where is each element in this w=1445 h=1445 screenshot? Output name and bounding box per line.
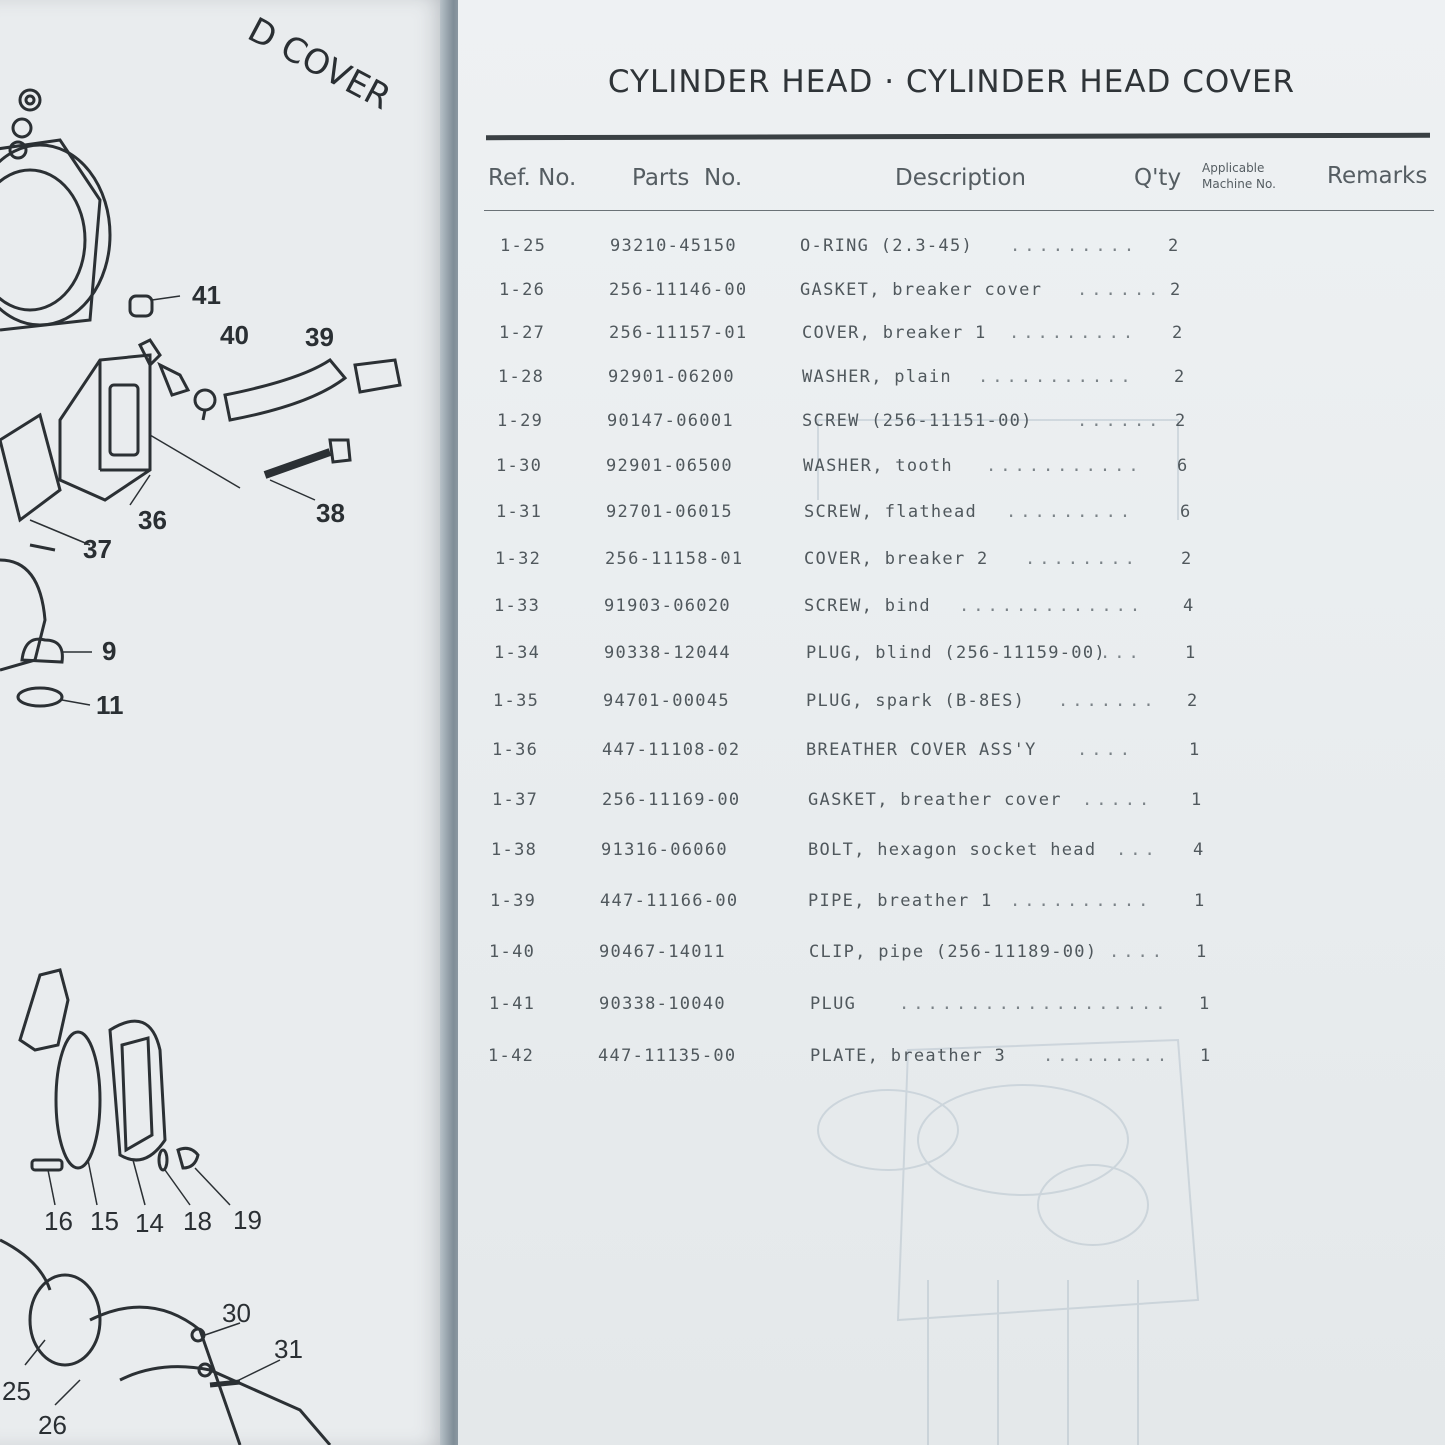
page-title: CYLINDER HEAD · CYLINDER HEAD COVER [607, 64, 1296, 100]
callout-14: 14 [135, 1208, 164, 1238]
callout-37: 37 [83, 534, 112, 564]
callout-41: 41 [192, 280, 221, 310]
callout-31: 31 [274, 1334, 303, 1364]
col-header-applicable-machine: Applicable Machine No. [1202, 161, 1276, 191]
callout-18: 18 [183, 1206, 212, 1236]
callout-30: 30 [222, 1298, 251, 1328]
col-header-qty: Q'ty [1134, 165, 1182, 191]
callout-16: 16 [44, 1206, 73, 1236]
callout-15: 15 [90, 1206, 119, 1236]
right-page-parts-list: CYLINDER HEAD · CYLINDER HEAD COVER Ref. No. Parts No. Description Q'ty Applicable Machine No. Remarks 1-25 93210-45150 O-RING (2.3-45) ......... 2 1-26 256-11146-00 GASKET, breaker cover ...... 2 1-27 256-11157-01 COVER, breaker 1 ......... 2 1-28 92901-06200 WASHER, plain ........... 2 1-29 90147-06001 SCREW (256-11151-00) ...... 2 1-30 92901-06500 WASHER, tooth ........... 6 1-31 92701-06015 SCREW, flathead ......... 6 1-32 256-11158-01 COVER, breaker 2 ........ 2 1-33 91903-06020 SCREW, bind ............. 4 1-34 90338-12044 PLUG, blind (256-11159-00) ... 1 1-35 94701-00045 PLUG, spark (B-8ES) ....... 2 1-36 447-11108-02 BREATHER COVER ASS'Y .... 1 1-37 256-11169-00 GASKET, breather cover ..... 1 1-38 91316-06060 BOLT, hexagon socket head ... 4 1-39 447-11166-00 PIPE, breather 1 .......... 1 1-40 90467-14011 CLIP, pipe (256-11189-00) .... 1 1-41 90338-10040 PLUG ................... 1 1-42 447-11135-00 PLATE, breather 3 ......... 1 [458, 0, 1445, 1445]
callout-38: 38 [316, 498, 345, 528]
col-header-parts: Parts No. [632, 165, 743, 191]
show-through-diagram [458, 0, 1445, 1445]
callout-26: 26 [38, 1410, 67, 1440]
callout-9: 9 [102, 636, 117, 666]
col-header-description: Description [895, 165, 1026, 191]
callout-25: 25 [2, 1376, 31, 1406]
callout-39: 39 [305, 322, 334, 352]
callout-19: 19 [233, 1205, 262, 1235]
cover-title-fragment: D COVER [241, 10, 398, 119]
callout-40: 40 [220, 320, 249, 350]
left-page-diagram [0, 0, 448, 1445]
col-header-remarks: Remarks [1327, 163, 1428, 189]
header-rule-thin [484, 210, 1434, 211]
col-header-ref: Ref. No. [488, 165, 577, 191]
callout-11: 11 [96, 690, 124, 720]
callout-36: 36 [138, 505, 167, 535]
